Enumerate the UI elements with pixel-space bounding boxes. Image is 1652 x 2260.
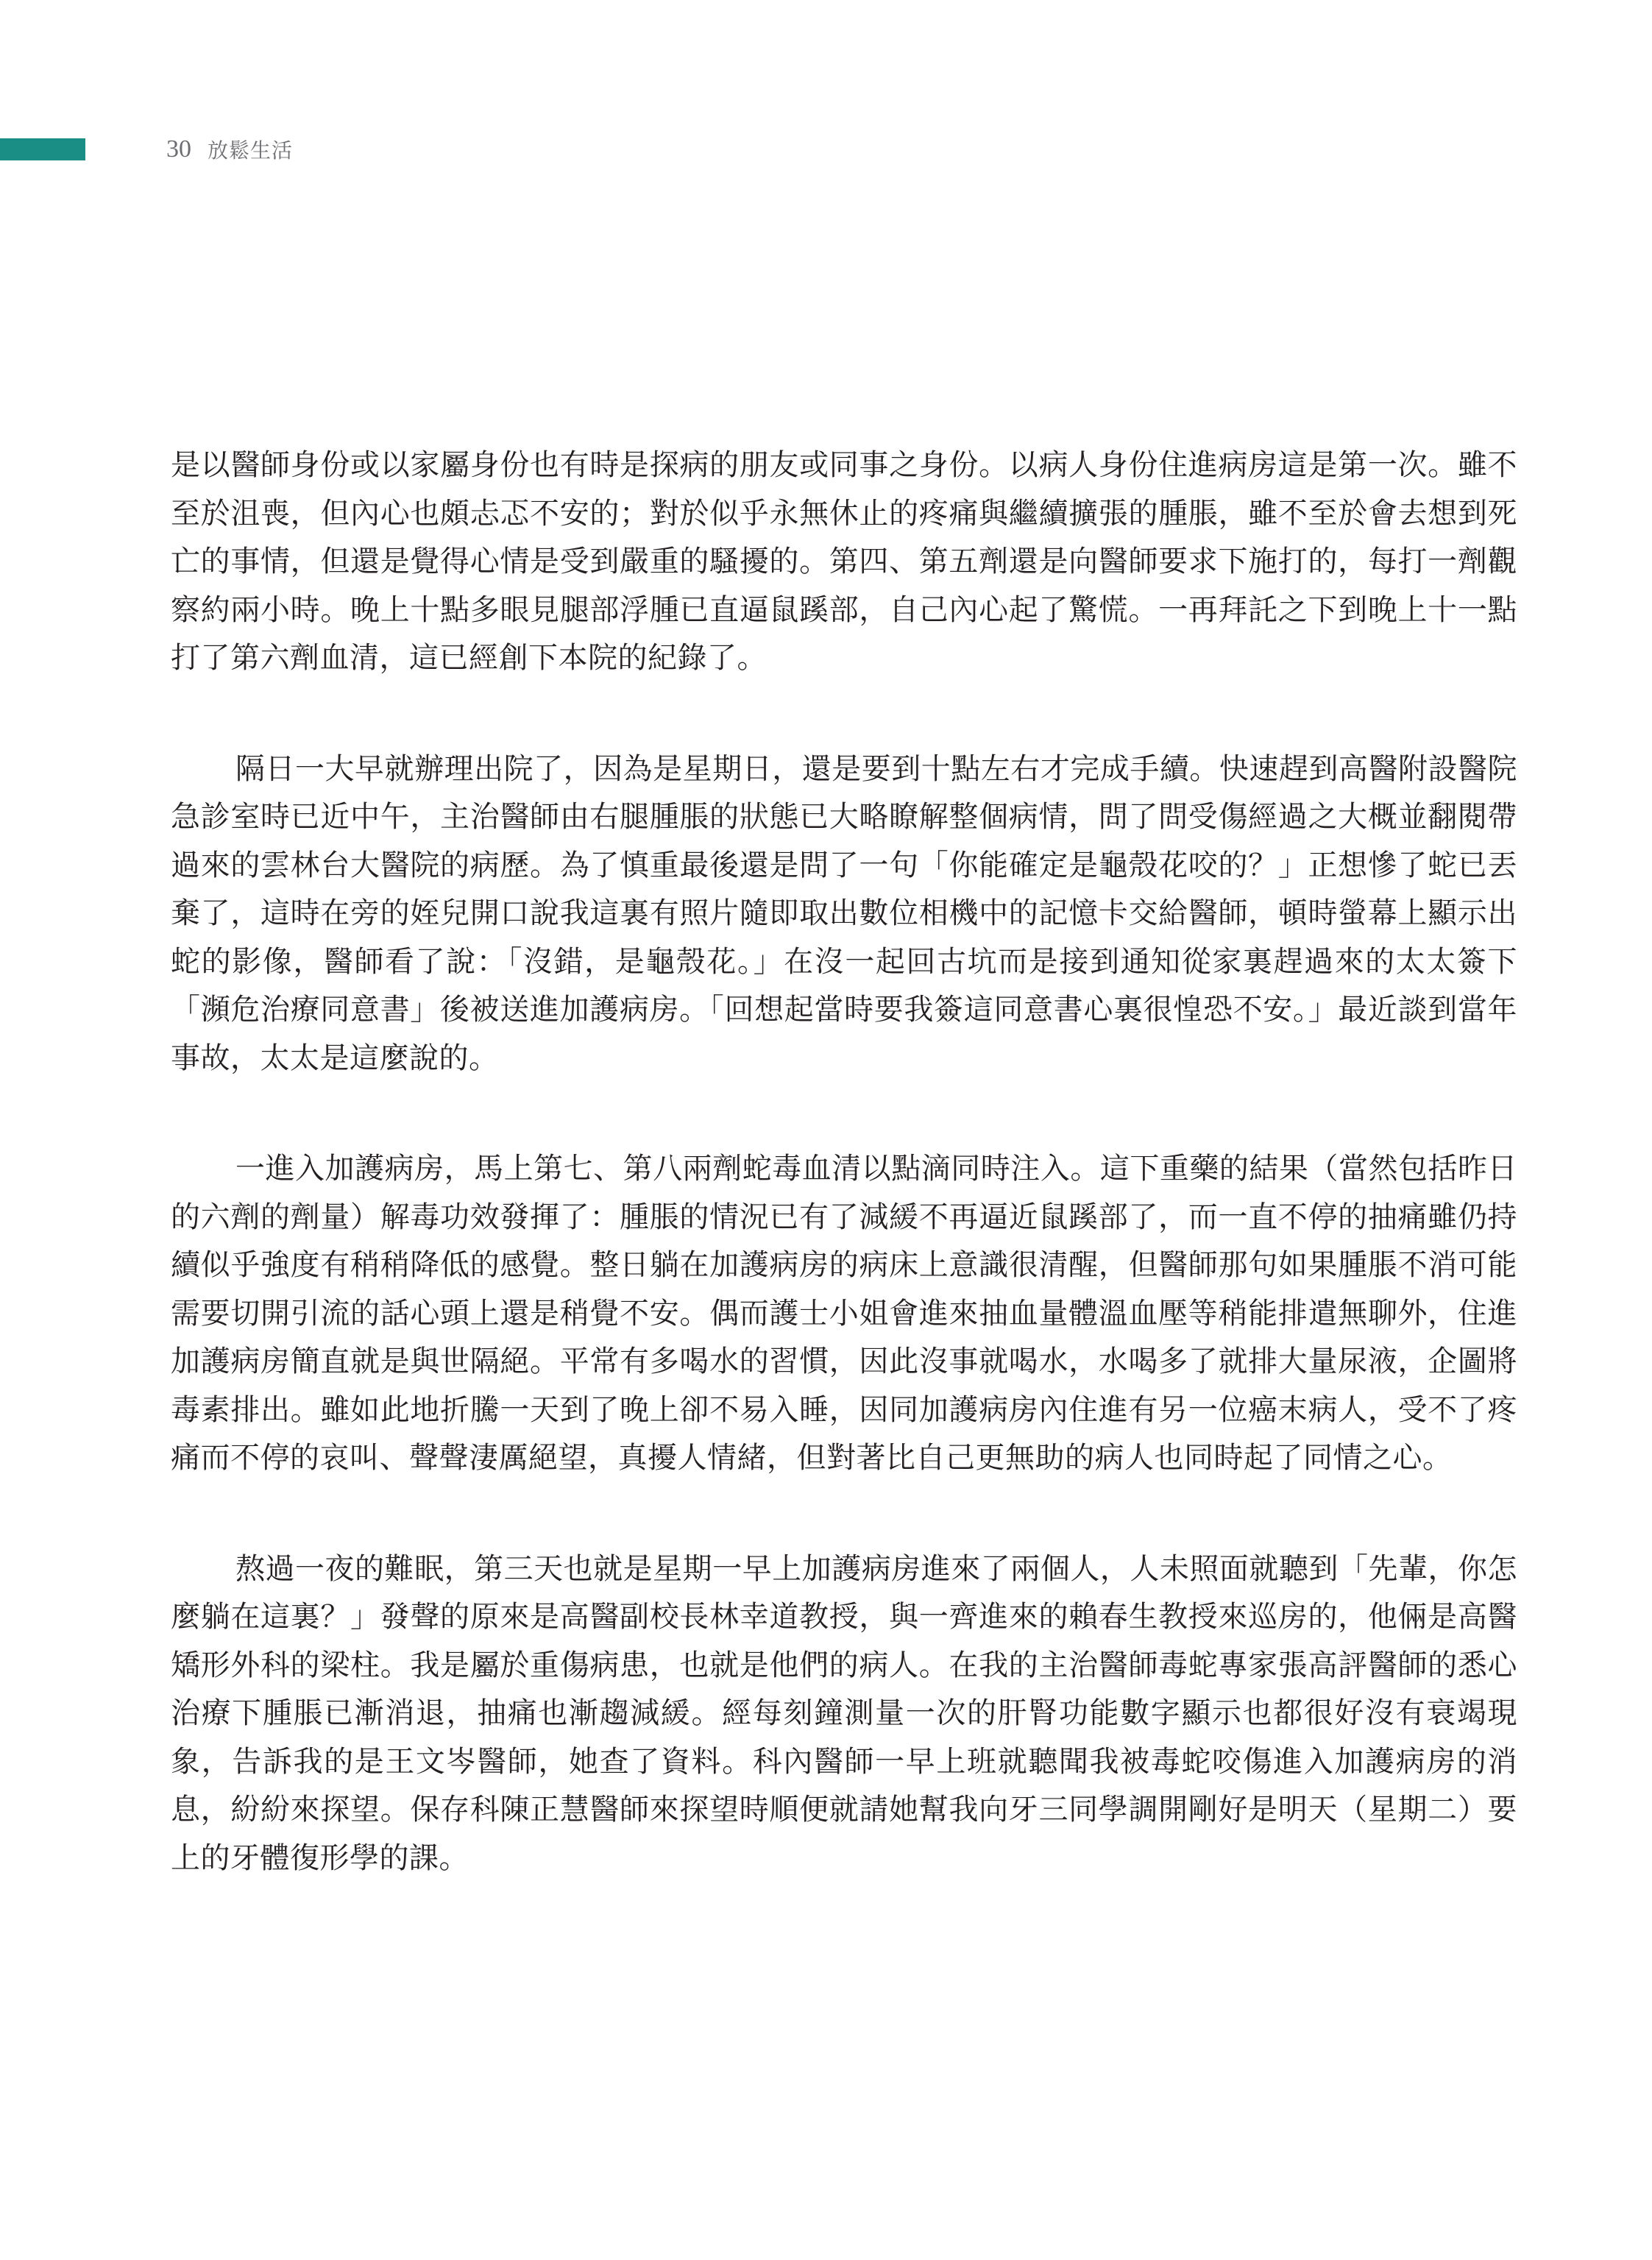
paragraph-3: 一進入加護病房，馬上第七、第八兩劑蛇毒血清以點滴同時注入。這下重藥的結果（當然包括昨日的六劑的劑量）解毒功效發揮了：腫脹的情況已有了減緩不再逼近鼠蹊部了，而一直不停的抽痛雖仍持續似乎強度有稍稍降低的感覺。整日躺在加護病房的病床上意識很清醒，但醫師那句如果腫脹不消可能需要切開引流的話心頭上還是稍覺不安。偶而護士小姐會進來抽血量體溫血壓等稍能排遣無聊外，住進加護病房簡直就是與世隔絕。平常有多喝水的習慣，因此沒事就喝水，水喝多了就排大量尿液，企圖將毒素排出。雖如此地折騰一天到了晚上卻不易入睡，因同加護病房內住進有另一位癌末病人，受不了疼痛而不停的哀叫、聲聲淒厲絕望，真擾人情緒，但對著比自己更無助的病人也同時起了同情之心。: [171, 1152, 1517, 1475]
paragraph-1: 是以醫師身份或以家屬身份也有時是探病的朋友或同事之身份。以病人身份住進病房這是第一次。雖不至於沮喪，但內心也頗忐忑不安的；對於似乎永無休止的疼痛與繼續擴張的腫脹，雖不至於會去想到死亡的事情，但還是覺得心情是受到嚴重的騷擾的。第四、第五劑還是向醫師要求下施打的，每打一劑觀察約兩小時。晚上十點多眼見腿部浮腫已直逼鼠蹊部，自己內心起了驚慌。一再拜託之下到晚上十一點打了第六劑血清，這已經創下本院的紀錄了。: [171, 448, 1517, 675]
running-title: 放鬆生活: [208, 138, 294, 163]
page-header: [166, 133, 293, 166]
page-number: 30: [166, 135, 191, 163]
body-text: [171, 442, 1517, 1882]
paragraph-4: 熬過一夜的難眠，第三天也就是星期一早上加護病房進來了兩個人，人未照面就聽到「先輩，你怎麼躺在這裏？」發聲的原來是高醫副校長林幸道教授，與一齊進來的賴春生教授來巡房的，他倆是高醫矯形外科的梁柱。我是屬於重傷病患，也就是他們的病人。在我的主治醫師毒蛇專家張高評醫師的悉心治療下腫脹已漸消退，抽痛也漸趨減緩。經每刻鐘測量一次的肝腎功能數字顯示也都很好沒有衰竭現象，告訴我的是王文岑醫師，她查了資料。科內醫師一早上班就聽聞我被毒蛇咬傷進入加護病房的消息，紛紛來探望。保存科陳正慧醫師來探望時順便就請她幫我向牙三同學調開剛好是明天（星期二）要上的牙體復形學的課。: [171, 1551, 1517, 1875]
header-accent-bar: [0, 138, 85, 160]
paragraph-2: 隔日一大早就辦理出院了，因為是星期日，還是要到十點左右才完成手續。快速趕到高醫附設醫院急診室時已近中午，主治醫師由右腿腫脹的狀態已大略瞭解整個病情，問了問受傷經過之大概並翻閱帶過來的雲林台大醫院的病歷。為了慎重最後還是問了一句「你能確定是龜殼花咬的？」正想慘了蛇已丟棄了，這時在旁的姪兒開口說我這裏有照片隨即取出數位相機中的記憶卡交給醫師，頓時螢幕上顯示出蛇的影像，醫師看了說：「沒錯，是龜殼花。」在沒一起回古坑而是接到通知從家裏趕過來的太太簽下「瀕危治療同意書」後被送進加護病房。「回想起當時要我簽這同意書心裏很惶恐不安。」最近談到當年事故，太太是這麼說的。: [171, 751, 1517, 1075]
